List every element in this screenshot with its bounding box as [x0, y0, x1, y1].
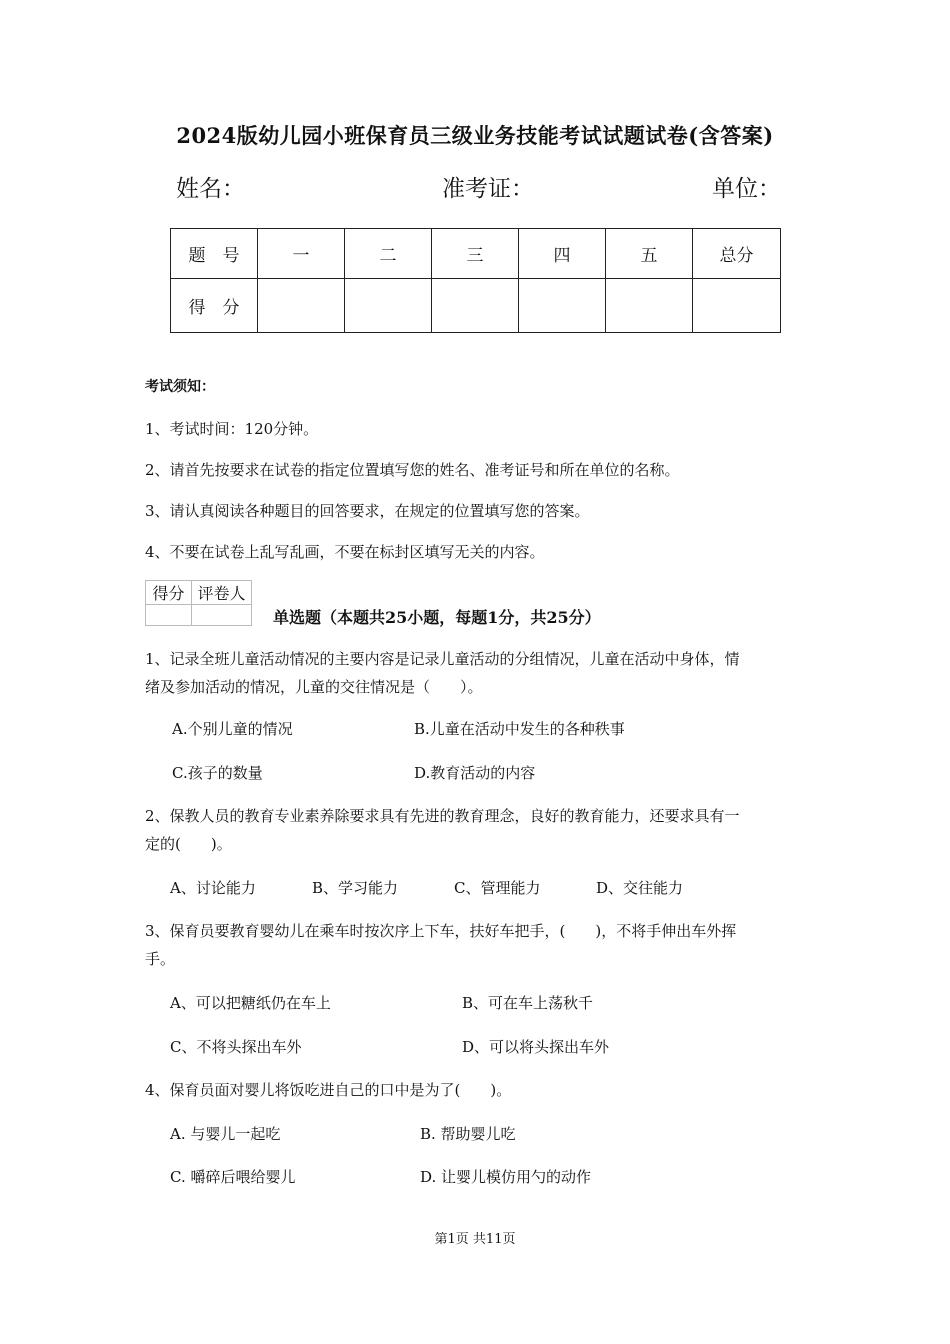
- option-b: B. 帮助婴儿吃: [420, 1125, 516, 1143]
- section-title: 单选题（本题共25小题，每题1分，共25分）: [273, 608, 601, 627]
- score-header-cell: 五: [606, 229, 693, 279]
- score-cell: [693, 279, 781, 333]
- grader-score-label: 得分: [146, 581, 192, 605]
- option-c: C、不将头探出车外: [170, 1038, 302, 1056]
- exam-number-label: 准考证：: [442, 176, 534, 202]
- score-table: [170, 228, 781, 333]
- option-d: D、可以将头探出车外: [462, 1038, 610, 1056]
- notice-item: 3、请认真阅读各种题目的回答要求，在规定的位置填写您的答案。: [145, 502, 590, 520]
- score-header-cell: 题 号: [171, 229, 258, 279]
- grader-name-cell: [192, 605, 252, 626]
- option-c: C.孩子的数量: [172, 764, 263, 782]
- option-a: A. 与婴儿一起吃: [170, 1125, 281, 1143]
- notice-title: 考试须知：: [145, 379, 215, 395]
- score-header-cell: 二: [345, 229, 432, 279]
- score-table-score-row: [171, 279, 781, 333]
- score-header-cell: 四: [519, 229, 606, 279]
- option-a: A.个别儿童的情况: [172, 720, 293, 738]
- option-d: D.教育活动的内容: [414, 764, 536, 782]
- score-cell: [519, 279, 606, 333]
- option-c: C. 嚼碎后喂给婴儿: [170, 1168, 296, 1186]
- question-text-line: 定的( )。: [145, 835, 232, 853]
- grader-box: [145, 580, 252, 626]
- question-text-line: 1、记录全班儿童活动情况的主要内容是记录儿童活动的分组情况，儿童在活动中身体，情: [145, 650, 740, 668]
- score-cell: [258, 279, 345, 333]
- score-cell: [345, 279, 432, 333]
- notice-item: 2、请首先按要求在试卷的指定位置填写您的姓名、准考证号和所在单位的名称。: [145, 461, 680, 479]
- document-title: 2024版幼儿园小班保育员三级业务技能考试试题试卷(含答案): [176, 123, 774, 148]
- option-a: A、讨论能力: [170, 879, 256, 897]
- score-header-cell: 三: [432, 229, 519, 279]
- question-text-line: 绪及参加活动的情况，儿童的交往情况是（ ）。: [145, 678, 483, 696]
- grader-score-cell: [146, 605, 192, 626]
- score-table-header-row: [171, 229, 781, 279]
- option-b: B、学习能力: [312, 879, 399, 897]
- question-text-line: 4、保育员面对婴儿将饭吃进自己的口中是为了( )。: [145, 1081, 512, 1099]
- question-4: [145, 1076, 810, 1104]
- question-3: [145, 917, 810, 973]
- score-header-cell: 一: [258, 229, 345, 279]
- option-d: D、交往能力: [596, 879, 684, 897]
- option-b: B.儿童在活动中发生的各种秩事: [414, 720, 625, 738]
- notice-item: 4、不要在试卷上乱写乱画，不要在标封区填写无关的内容。: [145, 543, 545, 561]
- question-text-line: 3、保育员要教育婴幼儿在乘车时按次序上下车，扶好车把手，( )，不将手伸出车外挥: [145, 922, 737, 940]
- option-b: B、可在车上荡秋千: [462, 994, 594, 1012]
- score-header-cell: 总分: [693, 229, 781, 279]
- grader-name-label: 评卷人: [192, 581, 252, 605]
- question-2: [145, 802, 810, 858]
- option-d: D. 让婴儿模仿用勺的动作: [420, 1168, 592, 1186]
- question-text-line: 2、保教人员的教育专业素养除要求具有先进的教育理念，良好的教育能力，还要求具有一: [145, 807, 740, 825]
- page-footer: 第1页 共11页: [434, 1232, 516, 1247]
- name-label: 姓名：: [176, 176, 245, 202]
- option-a: A、可以把糖纸仍在车上: [170, 994, 331, 1012]
- score-row-label: 得 分: [171, 279, 258, 333]
- unit-label: 单位：: [712, 176, 781, 202]
- question-1: [145, 645, 810, 701]
- option-c: C、管理能力: [454, 879, 541, 897]
- score-cell: [606, 279, 693, 333]
- notice-item: 1、考试时间：120分钟。: [145, 420, 319, 438]
- score-cell: [432, 279, 519, 333]
- question-text-line: 手。: [145, 950, 176, 968]
